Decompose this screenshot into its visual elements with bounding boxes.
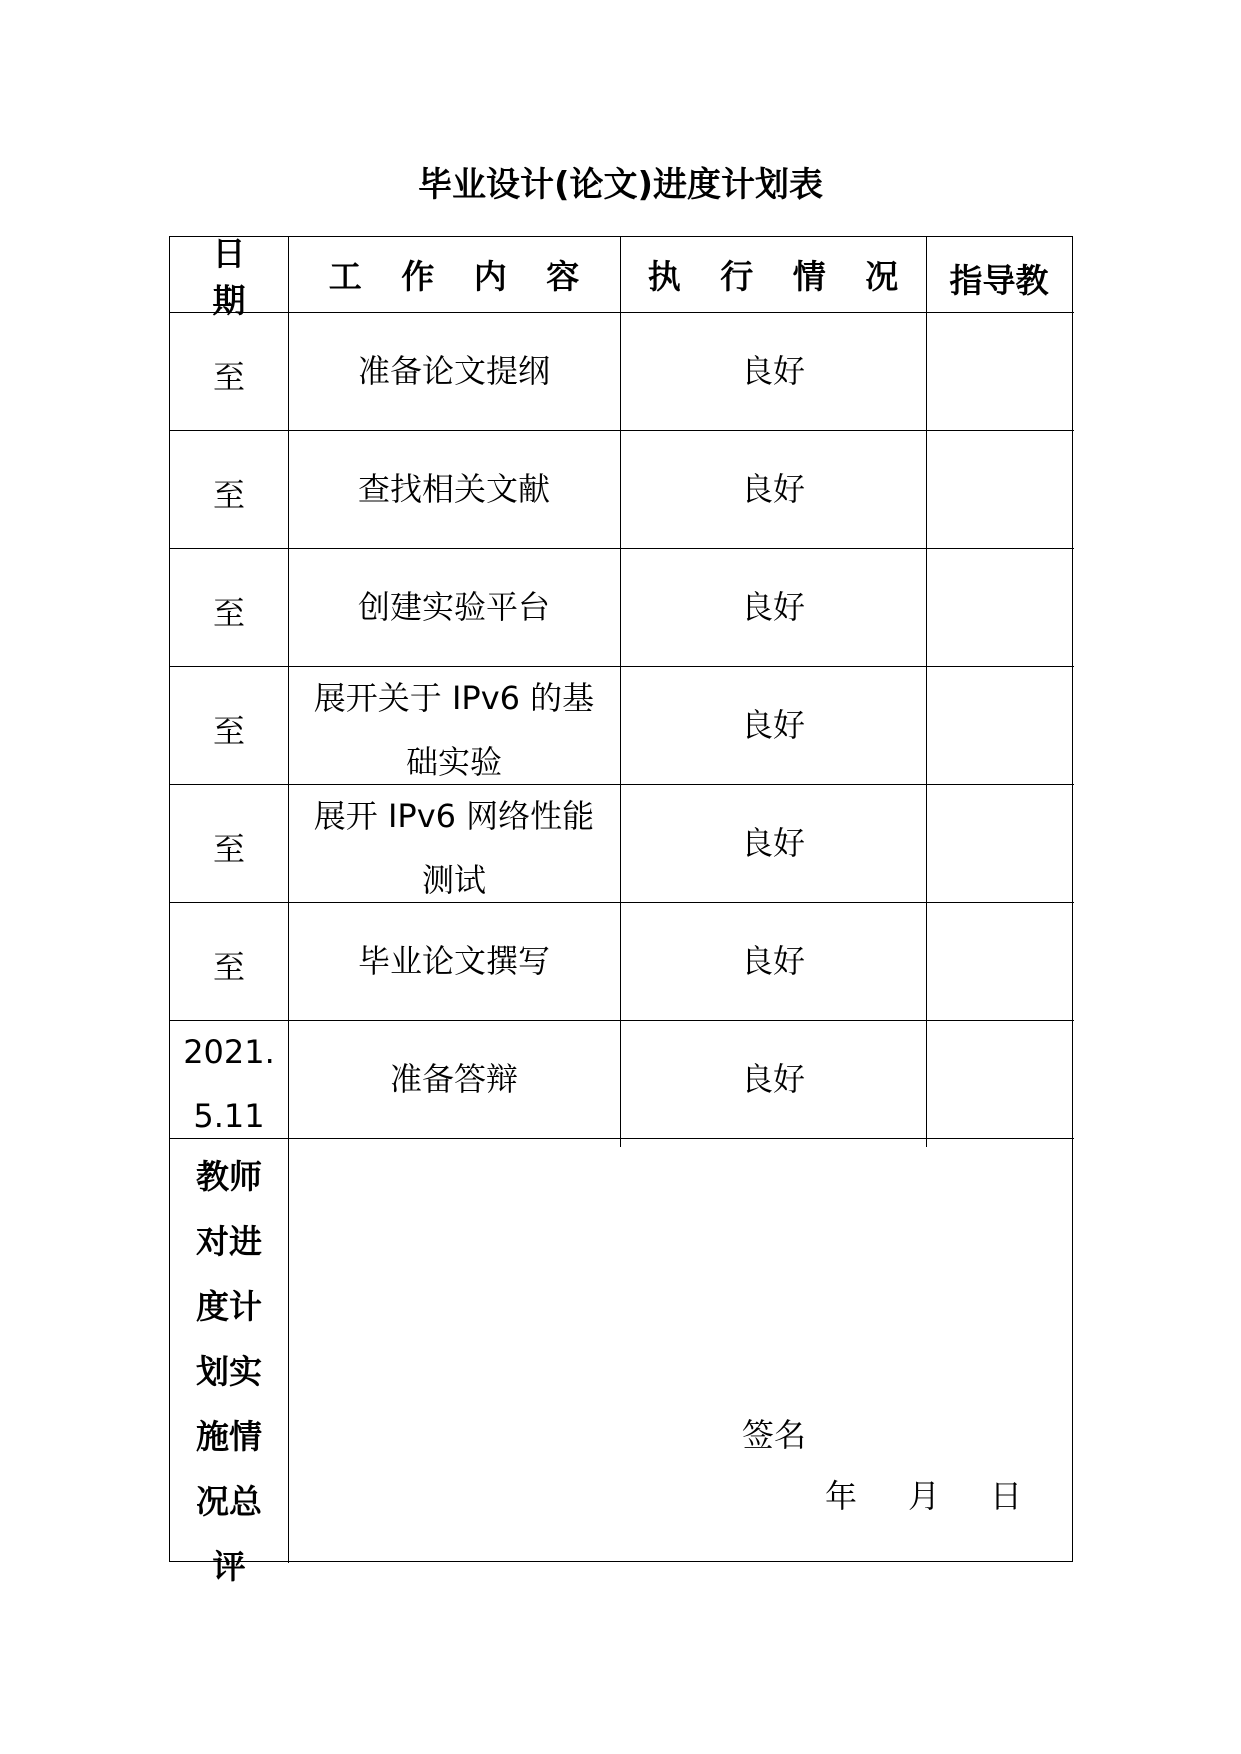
column-divider: [288, 1147, 289, 1563]
header-status: 执 行 情 况: [647, 257, 913, 296]
row-advisor: [926, 784, 1072, 902]
row-advisor: [926, 312, 1072, 430]
row-content: 展开关于 IPv6 的基础实验: [313, 679, 595, 781]
row-date: 至: [212, 476, 245, 514]
summary-label: 教师 对进 度计 划实 施情 况总 评: [196, 1157, 262, 1586]
row-content: 准备论文提纲: [357, 352, 550, 390]
schedule-table: [169, 233, 1073, 1586]
row-date: 至: [212, 358, 245, 396]
row-date: 2021.5.11: [183, 1033, 275, 1135]
day-label: 日: [990, 1477, 1023, 1515]
row-status: 良好: [740, 470, 805, 508]
row-advisor: [926, 902, 1072, 1020]
row-status: 良好: [740, 1060, 805, 1098]
row-status: 良好: [740, 942, 805, 980]
row-status: 良好: [740, 706, 805, 744]
row-content: 展开 IPv6 网络性能测试: [313, 797, 595, 899]
header-content: 工 作 内 容: [328, 257, 594, 296]
row-status: 良好: [740, 352, 805, 390]
row-advisor: [926, 430, 1072, 548]
month-label: 月: [908, 1477, 941, 1515]
header-advisor: 指导教: [949, 261, 1049, 300]
row-date: 至: [212, 948, 245, 986]
signature-label: 签名: [742, 1416, 807, 1454]
row-advisor: [926, 666, 1072, 784]
row-divider: [170, 1138, 1074, 1139]
header-date: 日 期: [212, 233, 258, 320]
row-date: 至: [212, 830, 245, 868]
page-title: 毕业设计(论文)进度计划表: [417, 165, 824, 205]
year-label: 年: [825, 1477, 858, 1515]
row-content: 准备答辩: [389, 1060, 518, 1098]
row-date: 至: [212, 594, 245, 632]
row-status: 良好: [740, 824, 805, 862]
row-status: 良好: [740, 588, 805, 626]
row-content: 毕业论文撰写: [357, 942, 550, 980]
row-content: 创建实验平台: [357, 588, 550, 626]
row-advisor: [926, 1020, 1072, 1138]
row-advisor: [926, 548, 1072, 666]
row-date: 至: [212, 712, 245, 750]
row-content: 查找相关文献: [357, 470, 550, 508]
